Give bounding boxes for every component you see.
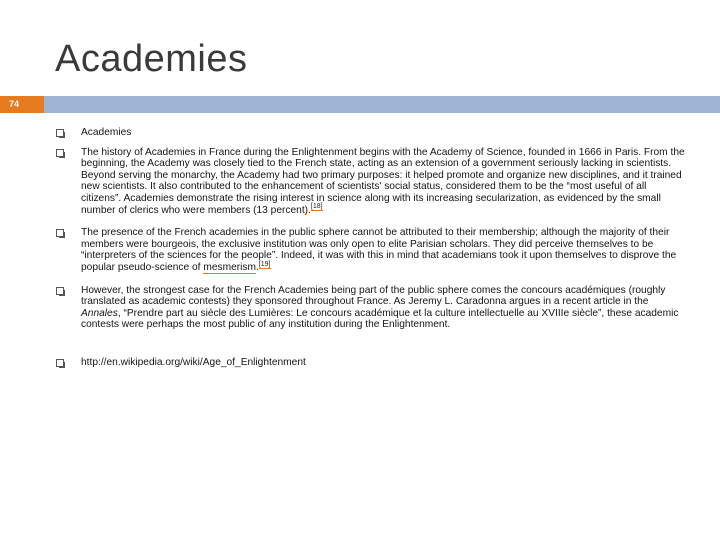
box-bullet-icon (56, 129, 64, 137)
slide-content (55, 127, 687, 377)
bullet-tail: . (255, 261, 259, 273)
bullet-item (55, 147, 687, 217)
bullet-text: The history of Academies in France during the Enlightenment begins with the Academy of Science, founded in 1666 in Paris. From the beginning, the Academy was closely tied to the French state, acting as an extension of a government seriously lacking in scientists. Beyond serving the monarchy, the Academy had two primary purposes: it helped promote and organize new disciplines, and it trained new scientists. It also contributed to the enhancement of scientists' social status, considered them to be the “most useful of all citizens”. Academies demonstrate the rising interest in science along with its increasing secularization, as evidenced by the small number of clerics who were members (13 percent). (81, 146, 685, 216)
slide-title: Academies (55, 38, 248, 80)
title-bar (0, 96, 720, 113)
bullet-item (55, 285, 687, 331)
box-bullet-icon (56, 149, 64, 157)
box-bullet-icon (56, 359, 64, 367)
bullet-text: The presence of the French academies in the public sphere cannot be attributed to their membership; although the majority of their members were bourgeois, the exclusive institution was only open to elite Parisian scholars. They did perceive themselves to be “interpreters of the sciences for the people”. Indeed, it was with this in mind that academians took it upon themselves to disprove the popular pseudo-science of (81, 227, 677, 273)
citation-link[interactable]: [18] (310, 203, 323, 211)
slide-number: 74 (8, 99, 19, 109)
bullet-text-after: , “Prendre part au siècle des Lumières: Le concours académique et la culture intellectuelle au XVIIIe siècle”, these academic contests were perhaps the most public of any institution during the Enlightenment. (81, 307, 679, 331)
mesmerism-link[interactable]: mesmerism (203, 261, 256, 273)
source-url[interactable]: http://en.wikipedia.org/wiki/Age_of_Enlightenment (81, 356, 306, 368)
annales-title: Annales (81, 307, 118, 319)
box-bullet-icon (56, 229, 64, 237)
bullet-text: Academies (81, 127, 132, 138)
header-accent-bar (44, 96, 720, 113)
bullet-item (55, 227, 687, 273)
box-bullet-icon (56, 287, 64, 295)
bullet-item (55, 357, 687, 369)
slide-number-bar (0, 96, 44, 113)
citation-link[interactable]: [19] (258, 260, 271, 268)
bullet-item (55, 127, 687, 139)
bullet-text: However, the strongest case for the French Academies being part of the public sphere comes the concours académiques (roughly translated as academic contests) they sponsored throughout France. As Jeremy L. Caradonna argues in a recent article in the (81, 284, 666, 308)
